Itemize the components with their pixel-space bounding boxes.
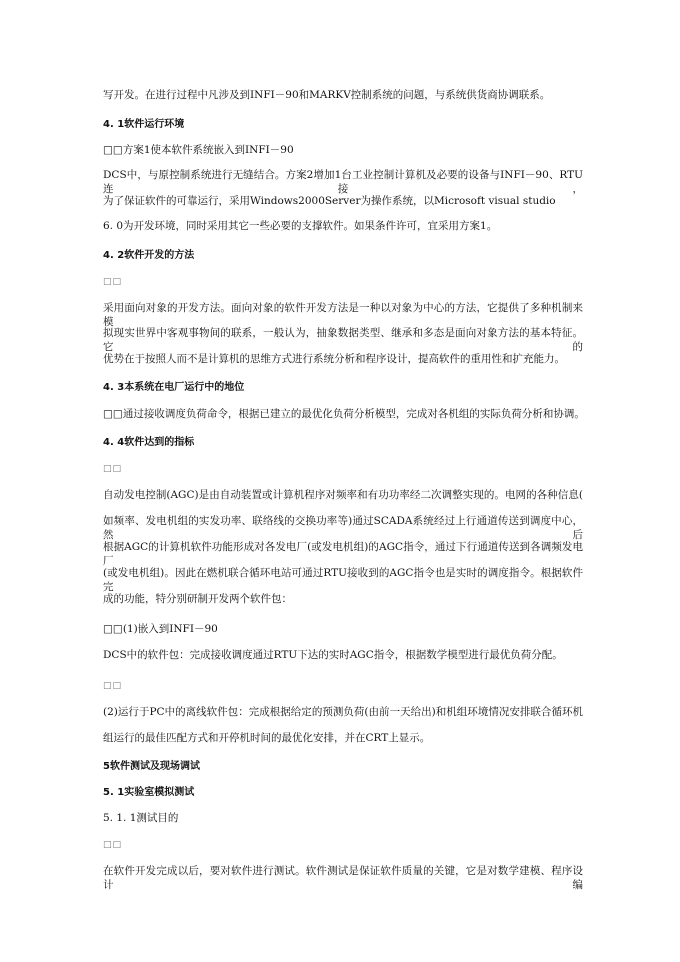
paragraph-line: 自动发电控制(AGC)是由自动装置或计算机程序对频率和有功功率经二次调整实现的。电网的各种信息( [103,489,583,501]
placeholder-glyphs: □□ [103,840,123,850]
paragraph-line: 写开发。在进行过程中凡涉及到INFI－90和MARKV控制系统的问题，与系统供货商协调联系。 [103,89,551,101]
placeholder-glyphs: □□ [103,681,123,691]
paragraph-line: DCS中的软件包：完成接收调度通过RTU下达的实时AGC指令，根据数学模型进行最优负荷分配。 [103,649,563,661]
paragraph-line: DCS中，与原控制系统进行无缝结合。方案2增加1台工业控制计算机及必要的设备与INFI－90、RTU连接， [103,169,583,195]
paragraph-line: 如频率、发电机组的实发功率、联络线的交换功率等)通过SCADA系统经过上行通道传送到调度中心，然后 [103,515,583,541]
placeholder-glyphs: □□ [103,277,123,287]
subsection-heading-5-1-1: 5. 1. 1测试目的 [103,812,179,824]
paragraph-line: □□(1)嵌入到INFI－90 [103,623,218,635]
section-heading-5-1: 5. 1实验室模拟测试 [103,787,195,798]
paragraph-line: 成的功能，特分别研制开发两个软件包： [103,593,292,605]
section-heading-4-2: 4. 2软件开发的方法 [103,250,195,261]
section-heading-4-3: 4. 3本系统在电厂运行中的地位 [103,382,245,393]
section-heading-4-4: 4. 4软件达到的指标 [103,437,195,448]
paragraph-line: 拟现实世界中客观事物间的联系，一般认为，抽象数据类型、继承和多态是面向对象方法的基本特征。它的 [103,327,583,353]
paragraph-line: (2)运行于PC中的离线软件包：完成根据给定的预测负荷(由前一天给出)和机组环境情况安排联合循环机 [103,706,583,718]
paragraph-line: 组运行的最佳匹配方式和开停机时间的最优化安排，并在CRT上显示。 [103,732,431,744]
placeholder-glyphs: □□ [103,464,123,474]
paragraph-line: 优势在于按照人而不是计算机的思维方式进行系统分析和程序设计，提高软件的重用性和扩充能力。 [103,353,565,365]
section-heading-4-1: 4. 1软件运行环境 [103,119,185,130]
section-heading-5: 5软件测试及现场调试 [103,761,200,772]
paragraph-line: □□通过接收调度负荷命令，根据已建立的最优化负荷分析模型，完成对各机组的实际负荷分析和协调。 [103,408,585,420]
paragraph-line: 采用面向对象的开发方法。面向对象的软件开发方法是一种以对象为中心的方法，它提供了多种机制来模 [103,302,583,328]
paragraph-line: 为了保证软件的可靠运行，采用Windows2000Server为操作系统，以Microsoft visual studio [103,195,556,207]
paragraph-line: 6. 0为开发环境，同时采用其它一些必要的支撑软件。如果条件许可，宜采用方案1。 [103,220,498,232]
paragraph-line: □□方案1使本软件系统嵌入到INFI－90 [103,144,294,156]
paragraph-line: 在软件开发完成以后，要对软件进行测试。软件测试是保证软件质量的关键，它是对数学建模、程序设计编 [103,865,583,891]
paragraph-line: 根据AGC的计算机软件功能形成对各发电厂(或发电机组)的AGC指令，通过下行通道传送到各调频发电厂 [103,541,583,567]
paragraph-line: (或发电机组)。因此在燃机联合循环电站可通过RTU接收到的AGC指令也是实时的调度指令。根据软件完 [103,567,583,593]
